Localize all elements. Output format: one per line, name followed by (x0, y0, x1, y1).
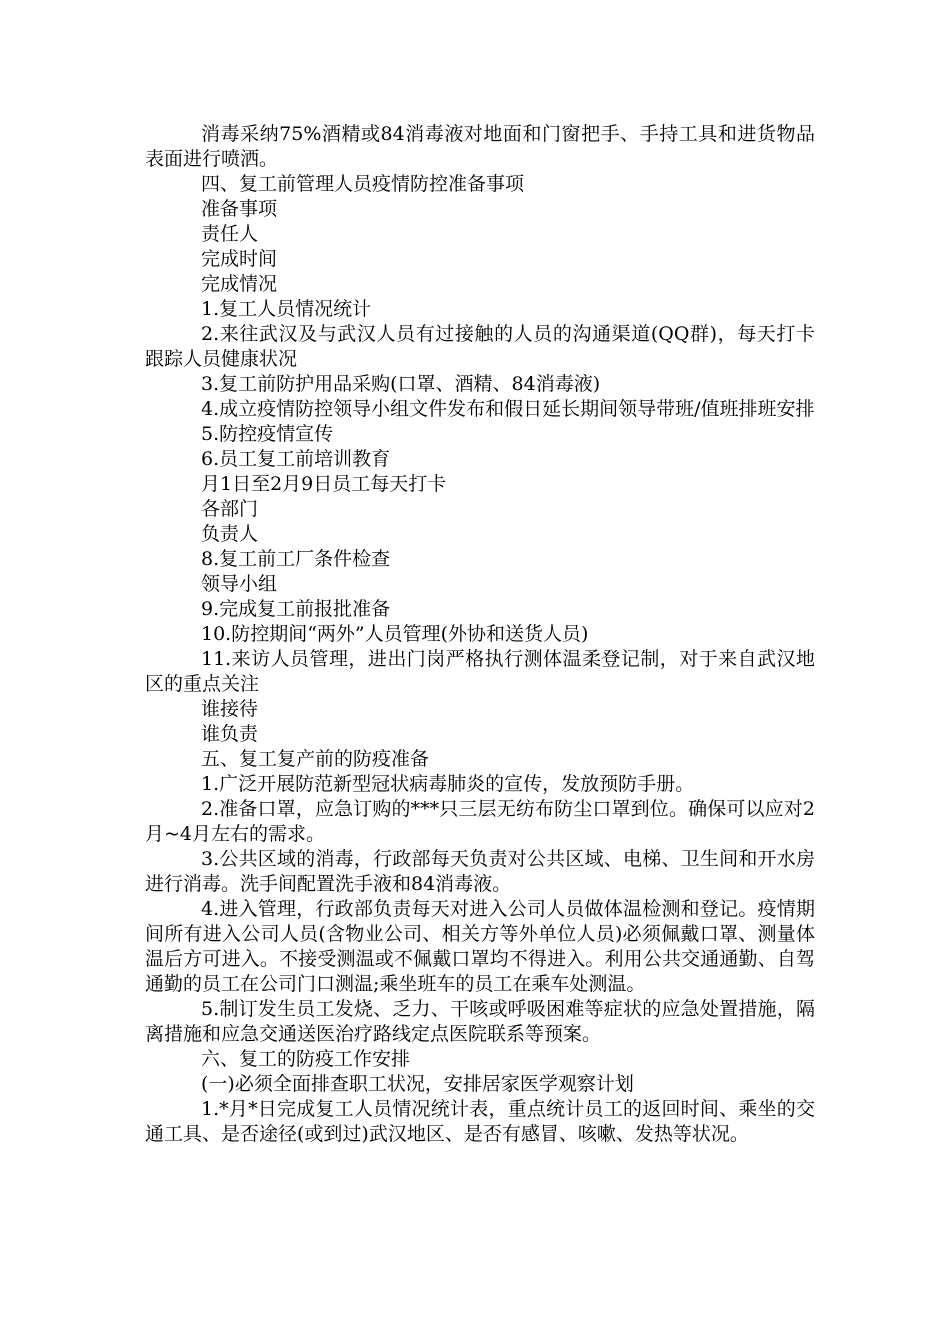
heading-section-4: 四、复工前管理人员疫情防控准备事项 (201, 173, 525, 195)
section-5-item-1: 1.广泛开展防范新型冠状病毒肺炎的宣传，发放预防手册。 (201, 773, 695, 795)
list-item-1: 1.复工人员情况统计 (201, 298, 372, 320)
paragraph-completion-time: 完成时间 (201, 248, 278, 270)
list-item-6: 6.员工复工前培训教育 (201, 448, 391, 470)
list-item-3: 3.复工前防护用品采购(口罩、酒精、84消毒液) (201, 373, 601, 395)
paragraph-leadership-group: 领导小组 (201, 573, 278, 595)
list-item-9: 9.完成复工前报批准备 (201, 598, 391, 620)
list-item-8: 8.复工前工厂条件检查 (201, 548, 391, 570)
section-6-item-1: 1.*月*日完成复工人员情况统计表，重点统计员工的返回时间、乘坐的交通工具、是否途径(或到过)武汉地区、是否有感冒、咳嗽、发热等状况。 (145, 1098, 815, 1145)
paragraph-departments: 各部门 (201, 498, 259, 520)
list-item-4: 4.成立疫情防控领导小组文件发布和假日延长期间领导带班/值班排班安排 (201, 398, 815, 420)
section-5-item-5: 5.制订发生员工发烧、乏力、干咳或呼吸困难等症状的应急处置措施，隔离措施和应急交通送医治疗路线定点医院联系等预案。 (145, 998, 815, 1045)
paragraph-who-receives: 谁接待 (201, 698, 259, 720)
section-5-item-3: 3.公共区域的消毒，行政部每天负责对公共区域、电梯、卫生间和开水房进行消毒。洗手间配置洗手液和84消毒液。 (145, 848, 815, 895)
list-item-5: 5.防控疫情宣传 (201, 423, 334, 445)
paragraph-date-range: 月1日至2月9日员工每天打卡 (201, 473, 447, 495)
paragraph-disinfection: 消毒采纳75%酒精或84消毒液对地面和门窗把手、手持工具和进货物品表面进行喷洒。 (145, 123, 815, 170)
list-item-2: 2.来往武汉及与武汉人员有过接触的人员的沟通渠道(QQ群)，每天打卡跟踪人员健康状况 (145, 323, 815, 370)
heading-section-6: 六、复工的防疫工作安排 (201, 1048, 411, 1070)
list-item-11: 11.来访人员管理，进出门岗严格执行测体温柔登记制，对于来自武汉地区的重点关注 (145, 648, 815, 695)
list-item-10: 10.防控期间“两外”人员管理(外协和送货人员) (201, 623, 589, 645)
paragraph-who-responsible: 谁负责 (201, 723, 259, 745)
section-5-item-4: 4.进入管理，行政部负责每天对进入公司人员做体温检测和登记。疫情期间所有进入公司人员(含物业公司、相关方等外单位人员)必须佩戴口罩、测量体温后方可进入。不接受测温或不佩戴口罩均不得进入。利用公共交通通勤、自驾通勤的员工在公司门口测温;乘坐班车的员工在乘车处测温。 (145, 898, 815, 995)
document-page (145, 122, 815, 1147)
section-5-item-2: 2.准备口罩，应急订购的***只三层无纺布防尘口罩到位。确保可以应对2月~4月左右的需求。 (145, 798, 815, 845)
paragraph-responsible: 责任人 (201, 223, 259, 245)
paragraph-person-in-charge: 负责人 (201, 523, 259, 545)
heading-section-5: 五、复工复产前的防疫准备 (201, 748, 430, 770)
paragraph-completion-status: 完成情况 (201, 273, 278, 295)
paragraph-prep-items: 准备事项 (201, 198, 278, 220)
subheading-6-1: (一)必须全面排查职工状况，安排居家医学观察计划 (201, 1073, 634, 1095)
